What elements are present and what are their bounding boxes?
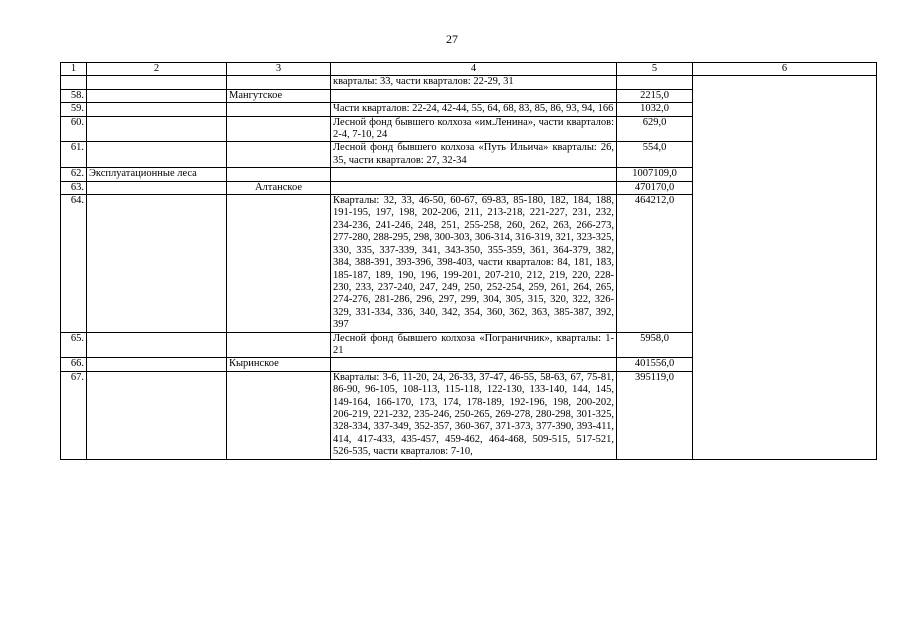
forest-category-cell: Эксплуатационные леса <box>87 168 227 181</box>
district-cell <box>227 371 331 459</box>
header-cell-4: 4 <box>331 63 617 76</box>
row-number: 64. <box>61 195 87 332</box>
forest-fund-table <box>60 62 877 460</box>
area-cell: 1032,0 <box>617 103 693 116</box>
forest-category-cell <box>87 89 227 102</box>
header-cell-3: 3 <box>227 63 331 76</box>
column-6-cell <box>693 76 877 459</box>
table-row <box>61 76 877 89</box>
quarters-cell <box>331 358 617 371</box>
row-number: 59. <box>61 103 87 116</box>
district-cell <box>227 116 331 142</box>
district-cell <box>227 142 331 168</box>
forest-category-cell <box>87 195 227 332</box>
page-number: 27 <box>446 32 458 46</box>
district-cell: Мангутское <box>227 89 331 102</box>
forest-category-cell <box>87 358 227 371</box>
area-cell: 5958,0 <box>617 332 693 358</box>
forest-category-cell <box>87 103 227 116</box>
row-number: 60. <box>61 116 87 142</box>
row-number: 62. <box>61 168 87 181</box>
row-number: 63. <box>61 181 87 194</box>
forest-category-cell <box>87 116 227 142</box>
district-cell <box>227 76 331 89</box>
area-cell: 464212,0 <box>617 195 693 332</box>
quarters-cell: Лесной фонд бывшего колхоза «им.Ленина», части кварталов: 2-4, 7-10, 24 <box>331 116 617 142</box>
area-cell <box>617 76 693 89</box>
area-cell: 1007109,0 <box>617 168 693 181</box>
forest-category-cell <box>87 181 227 194</box>
area-cell: 470170,0 <box>617 181 693 194</box>
area-cell: 401556,0 <box>617 358 693 371</box>
area-cell: 2215,0 <box>617 89 693 102</box>
quarters-cell <box>331 181 617 194</box>
quarters-cell: Лесной фонд бывшего колхоза «Путь Ильича» кварталы: 26, 35, части кварталов: 27, 32-34 <box>331 142 617 168</box>
forest-category-cell <box>87 371 227 459</box>
forest-category-cell <box>87 76 227 89</box>
district-cell: Кыринское <box>227 358 331 371</box>
header-cell-2: 2 <box>87 63 227 76</box>
row-number: 61. <box>61 142 87 168</box>
area-cell: 629,0 <box>617 116 693 142</box>
row-number: 67. <box>61 371 87 459</box>
header-cell-1: 1 <box>61 63 87 76</box>
area-cell: 395119,0 <box>617 371 693 459</box>
area-cell: 554,0 <box>617 142 693 168</box>
quarters-cell: Кварталы: 3-6, 11-20, 24, 26-33, 37-47, 46-55, 58-63, 67, 75-81, 86-90, 96-105, 108-113, 115-118, 122-130, 133-140, 144, 145, 149-164, 166-170, 173, 174, 178-189, 192-196, 198, 200-202, 206-219, 221-232, 235-246, 250-265, 269-278, 280-298, 301-325, 328-334, 337-349, 352-357, 360-367, 371-373, 377-390, 393-411, 414, 417-433, 435-457, 459-462, 464-468, 509-515, 517-521, 526-535, части кварталов: 7-10, <box>331 371 617 459</box>
district-cell: Алтанское <box>227 181 331 194</box>
quarters-cell <box>331 168 617 181</box>
header-cell-5: 5 <box>617 63 693 76</box>
district-cell <box>227 168 331 181</box>
quarters-cell: Части кварталов: 22-24, 42-44, 55, 64, 68, 83, 85, 86, 93, 94, 166 <box>331 103 617 116</box>
district-cell <box>227 195 331 332</box>
forest-category-cell <box>87 332 227 358</box>
row-number: 58. <box>61 89 87 102</box>
forest-category-cell <box>87 142 227 168</box>
row-number: 65. <box>61 332 87 358</box>
district-cell <box>227 332 331 358</box>
quarters-cell: кварталы: 33, части кварталов: 22-29, 31 <box>331 76 617 89</box>
quarters-cell <box>331 89 617 102</box>
row-number <box>61 76 87 89</box>
table-header-row <box>61 63 877 76</box>
district-cell <box>227 103 331 116</box>
quarters-cell: Кварталы: 32, 33, 46-50, 60-67, 69-83, 85-180, 182, 184, 188, 191-195, 197, 198, 202-206, 211, 213-218, 221-227, 231, 232, 234-236, 241-246, 248, 251, 255-258, 260, 262, 263, 266-273, 277-280, 288-295, 298, 300-303, 306-314, 316-319, 321, 323-325, 330, 335, 337-339, 341, 343-350, 355-359, 361, 364-379, 382, 384, 388-391, 393-396, 398-403, части кварталов: 84, 181, 183, 185-187, 189, 190, 196, 199-201, 207-210, 212, 219, 220, 228-230, 233, 237-240, 247, 249, 250, 252-254, 259, 261, 264, 265, 274-276, 281-286, 296, 297, 299, 304, 305, 315, 320, 322, 326-329, 331-334, 336, 340, 342, 354, 360, 362, 363, 385-387, 392, 397 <box>331 195 617 332</box>
header-cell-6: 6 <box>693 63 877 76</box>
quarters-cell: Лесной фонд бывшего колхоза «Пограничник», кварталы: 1-21 <box>331 332 617 358</box>
row-number: 66. <box>61 358 87 371</box>
